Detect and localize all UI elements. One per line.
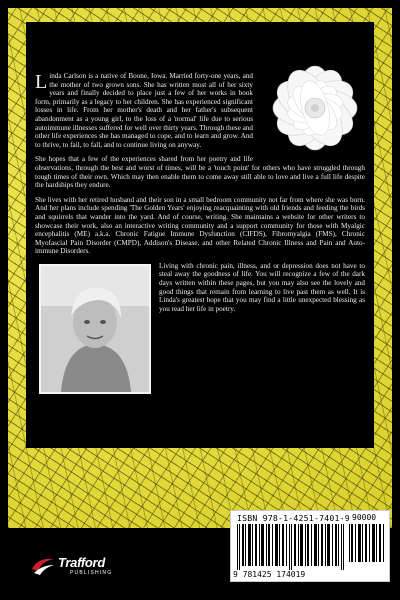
price-barcode-icon (349, 524, 385, 562)
price-code: 90000 (352, 513, 377, 522)
barcode-digits: 9 781425 174019 (233, 570, 306, 579)
dropcap-letter: L (35, 71, 48, 93)
barcode-bars-icon (237, 524, 345, 570)
author-portrait-icon (41, 266, 149, 392)
author-biography (35, 72, 365, 396)
isbn-barcode (230, 510, 390, 582)
publisher-name: Trafford (58, 555, 105, 570)
bio-paragraph-1-text: inda Carlson is a native of Boone, Iowa. Married forty-one years, and the mother of two grown sons. She has written most all of her sixty years and finally decided to place just a few of her works in book form, primarily as a legacy to her children. She has experienced significant losses in life. From her mother's death and her father's subsequent abandonment as a young girl, to the loss of a 'normal' life due to serious autoimmune illnesses suffered for well over thirty years. Through these and other life experiences she has managed to cope, and to learn and grow. And to thrive, to fail, to fall, and to continue living on anyway. (35, 72, 253, 149)
bio-paragraph-3 (35, 196, 365, 256)
bio-paragraph-4: Living with chronic pain, illness, and or depression does not have to steal away the goodness of life. You will recognize a few of the dark days written within these pages, but you may also see the lovely and good things that remain from learning to live past them as well. It is Linda's greatest hope that you may find a little unexpected blessing as you read her life in poetry. (159, 261, 365, 313)
bio-paragraph-2: She hopes that a few of the experiences shared from her poetry and life observations, through the best and worst of times, will be a 'touch point' for others who have struggled through tough times of their own. Which may then enable them to come away still able to love and live a full life despite the hardships they endure. (35, 155, 365, 190)
white-flower-image (259, 58, 371, 158)
trafford-swoosh-icon (30, 555, 56, 577)
isbn-number: ISBN 978-1-4251-7401-9 (237, 513, 350, 523)
author-photo (39, 264, 151, 394)
publisher-logo (30, 555, 130, 581)
publisher-subtitle: PUBLISHING (70, 570, 113, 576)
bio-paragraph-3-text: She lives with her retired husband and their son in a small bedroom community not far from where she was born. And her plans include spending 'The Golden Years' enjoying reacquainting with old friends and feeding the birds and squirrels that wander into the yard. And of course, writing. She maintains a website for other writers to showcase their work, also an interactive writing community and a support community for those with Myalgic encephalitis (ME) a.k.a. Chronic Fatigue Immune Dysfunction (CIFDS), Fibromyalgia (FMS), Chronic Myofascial Pain Disorder (CMPD), Addison's Disease, and other Related Chronic Illness and Pain and Auto-immune Disorders. (35, 195, 365, 256)
flower-icon (259, 58, 371, 158)
